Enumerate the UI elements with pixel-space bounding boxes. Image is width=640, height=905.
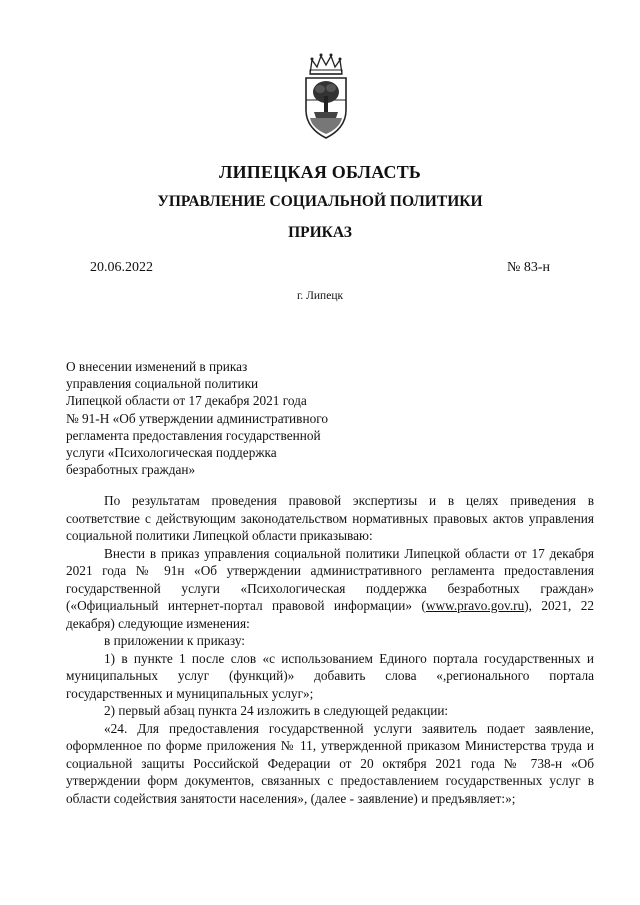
paragraph-item-2: 2) первый абзац пункта 24 изложить в следующей редакции: (104, 703, 449, 718)
paragraph-item-24: «24. Для предоставления государственной услуги заявитель подает заявление, оформленное по форме приложения № 11, утвержденной приказом Министерства труда и социальной защиты Российской Федерации от 20 октября 2021 года № 738-н «Об утверждении форм документов, связанных с предоставлением государственных услуг в области содействия занятости населения», (далее - заявление) и предъявляет:»; (66, 720, 594, 806)
subject-line: Липецкой области от 17 декабря 2021 года (66, 393, 307, 409)
paragraph-item-1: 1) в пункте 1 после слов «с использованием Единого портала государственных и муниципальных услуг (функций)» добавить слова «,регионального портала государственных и муниципальных услуг»; (66, 650, 594, 701)
pravo-link[interactable]: www.pravo.gov.ru (425, 598, 525, 613)
document-date: 20.06.2022 (90, 260, 153, 275)
amendment-text: Внести в приказ управления социальной политики Липецкой области от 17 декабря 2021 года № 91н «Об утверждении административного регламента предоставления государственной услуги «Психологическая поддержка безработных граждан» («Официальный интернет-портал правовой информации» ( (66, 545, 594, 613)
amendment-text-end: ), 2021, 22 декабря) следующие изменения: (66, 598, 594, 631)
subject-line: № 91-Н «Об утверждении административного (66, 410, 328, 426)
department-title: УПРАВЛЕНИЕ СОЦИАЛЬНОЙ ПОЛИТИКИ (157, 193, 483, 210)
document-number: № 83-н (506, 260, 550, 275)
coat-of-arms-icon (300, 52, 352, 142)
paragraph-preamble: По результатам проведения правовой экспертизы и в целях приведения в соответствие с действующим законодательством нормативных правовых актов управления социальной политики Липецкой области приказываю: (66, 493, 594, 543)
subject-line: безработных граждан» (66, 462, 196, 478)
document-body (66, 492, 594, 807)
region-title: ЛИПЕЦКАЯ ОБЛАСТЬ (218, 162, 422, 182)
document-type: ПРИКАЗ (288, 224, 352, 241)
subject-line: О внесении изменений в приказ (66, 359, 248, 374)
paragraph-amendment (66, 545, 594, 633)
paragraph-appendix: в приложении к приказу: (104, 633, 245, 648)
document-subject (66, 358, 386, 478)
subject-line: регламента предоставления государственной (66, 427, 321, 443)
document-city: г. Липецк (296, 290, 344, 302)
subject-line: услуги «Психологическая поддержка (66, 445, 277, 461)
subject-line: управления социальной политики (66, 376, 259, 392)
